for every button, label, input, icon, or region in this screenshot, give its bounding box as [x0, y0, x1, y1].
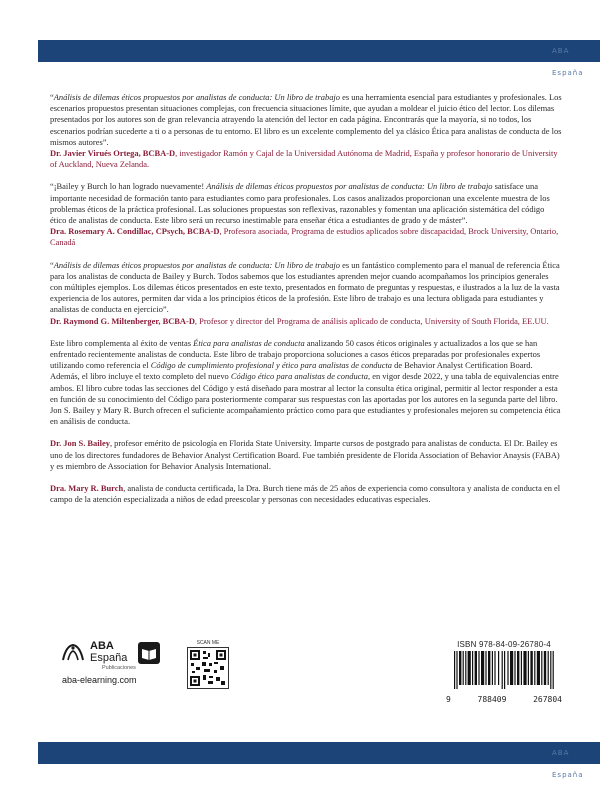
testimonial-author: Dr. Javier Virués Ortega, BCBA-D, investigador Ramón y Cajal de la Universidad Autónoma de Madrid, España y profesor honorario de University of Auckland, Nueva Zelanda.: [50, 148, 558, 170]
qr-code: [187, 640, 229, 689]
brand-subtitle: Publicaciones: [102, 665, 136, 671]
open-book-icon: [138, 642, 160, 664]
brand-name: ABA España: [90, 640, 128, 664]
top-color-band: [38, 40, 600, 77]
barcode-icon: [446, 651, 562, 689]
band-watermark: ABA España: [552, 47, 584, 77]
book-description: Este libro complementa al éxito de ventas Ética para analistas de conducta analizando 50 casos éticos originales y actualizados a los que se han enfrentado recientemente analistas de conducta. Este libro de trabajo proporciona soluciones a casos éticos preparadas por profesionales expertos utilizando como referencia el Código de cumplimiento profesional y ético para analistas de conducta de Behavior Analyst Certification Board. Además, el libro incluye el texto completo del nuevo Código ético para analistas de conducta, en vigor desde 2022, y una tabla de equivalencias entre ambos. El libro cubre todas las secciones del Código y está diseñado para mostrar al lector la consulta ética original, permitir al lector responder a esta en función de su conocimiento del Código para posteriormente comparar sus respuestas con las aportadas por los autores en la segunda parte del libro. Jon S. Bailey y Mary R. Burch ofrecen el suficiente acompañamiento práctico como para que estudiantes y profesionales mejoren su competencia ética en análisis de conducta.: [50, 337, 561, 427]
isbn-barcode: [446, 640, 562, 704]
bottom-color-band: [38, 742, 600, 779]
testimonial-author: Dr. Raymond G. Miltenberger, BCBA-D, Profesor y director del Programa de análisis aplicado de conducta, University of South Florida, EE.UU.: [50, 315, 549, 326]
testimonial-quote: “Análisis de dilemas éticos propuestos por analistas de conducta: Un libro de trabajo es un fantástico complemento para el manual de referencia Ética para los analistas de conducta de Bailey y Burch. Todos sabemos que los estudiantes aprenden mejor cuando acompañamos los principios generales con múltiples ejemplos. Los dilemas éticos presentados en este texto, presentados en formato de preguntas y respuestas, e ilustrados a la luz de la vasta experiencia de los autores, permiten dar vida a los principios éticos de la profesión. Este libro de trabajo es una lectura obligada para estudiantes y analistas de conducta en ejercicio”.: [50, 259, 560, 315]
author-bio-bailey: Dr. Jon S. Bailey, profesor emérito de psicología en Florida State University. Imparte cursos de postgrado para analistas de conducta. El Dr. Bailey es uno de los directores fundadores de Behavior Analyst Certification Board. Fue también presidente de Florida Association of Behavior Anaysis (FABA) y es miembro de Association for Behavior Analysis International.: [50, 438, 560, 471]
isbn-label: ISBN 978-84-09-26780-4: [457, 640, 551, 649]
band-watermark: ABA España: [552, 749, 584, 779]
aba-swirl-icon: [60, 642, 86, 664]
qr-label: SCAN ME: [196, 640, 220, 646]
back-cover-text: [50, 92, 562, 517]
publisher-logo: [60, 640, 160, 685]
qr-pattern-icon: [190, 650, 226, 686]
testimonial-quote: “Análisis de dilemas éticos propuestos por analistas de conducta: Un libro de trabajo es una herramienta esencial para estudiantes y profesionales. Los escenarios propuestos presentan situaciones complejas, con frecuencia situaciones límite, que ayudan a moldear el juicio ético del lector. Los dilemas presentados por los autores son de gran relevancia atrayendo la atención del lector en cada página. Encontrarás que la mayoría, si no todos, los escenarios podrían sucederte a ti o a personas de tu entorno. El libro es un excelente complemento del ya clásico Ética para analistas de conducta de los mismos autores”.: [50, 92, 562, 147]
barcode-digits: 9 788409 267804: [446, 695, 562, 704]
testimonial-quote: “¡Bailey y Burch lo han logrado nuevamente! Análisis de dilemas éticos propuestos por analistas de conducta: Un libro de trabajo satisface una importante necesidad de formación tanto para estudiantes como para profesionales. Los casos analizados proporcionan una excelente muestra de los problemas éticos de la práctica profesional. Las soluciones propuestas son reflexivas, razonables y fomentan una aplicación sistemática del código ético de analistas de conducta. Este libro será un recurso inestimable para enseñar ética a estudiantes de grado y de máster”.: [50, 181, 550, 226]
testimonial-2: [50, 181, 562, 248]
testimonial-author: Dra. Rosemary A. Condillac, CPsych, BCBA-D, Profesora asociada, Programa de estudios aplicados sobre discapacidad, Brock University, Ontario, Canadá: [50, 226, 559, 248]
author-bio-burch: Dra. Mary R. Burch, analista de conducta certificada, la Dra. Burch tiene más de 25 años de experiencia como consultora y analista de conducta en el campo de la atención especializada a niños de edad preescolar y personas con necesidades educativas especiales.: [50, 483, 561, 505]
testimonial-3: [50, 260, 562, 327]
publisher-url: aba-elearning.com: [62, 675, 137, 685]
testimonial-1: [50, 92, 562, 170]
